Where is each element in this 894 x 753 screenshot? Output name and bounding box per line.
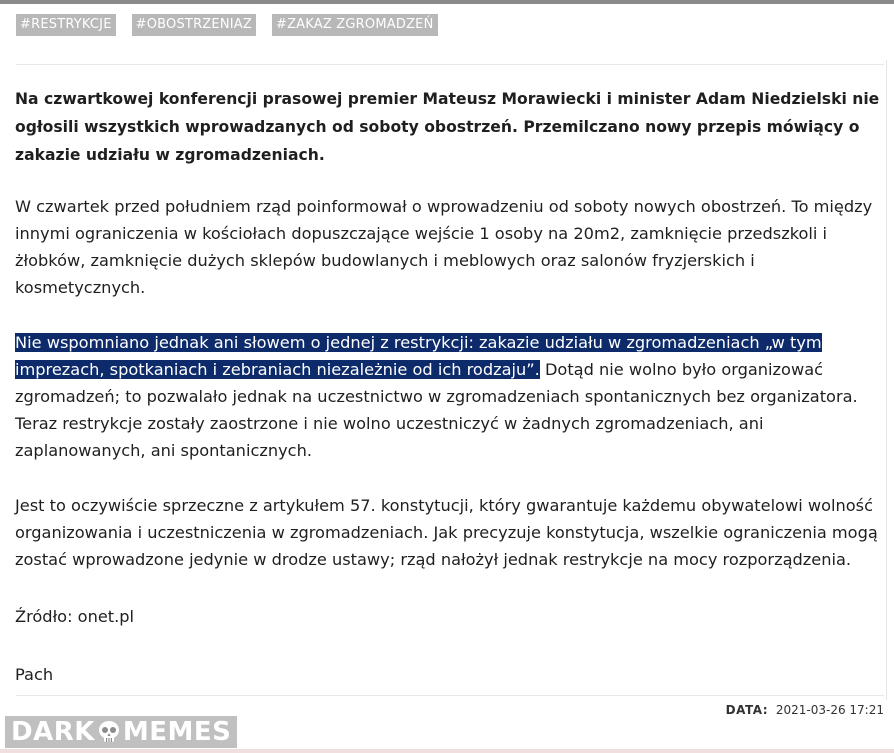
tag-restrykcje[interactable]: #RESTRYKCJE (16, 14, 116, 36)
tag-obostrzeniaz[interactable]: #OBOSTRZENIAZ (132, 14, 256, 36)
article-author: Pach (15, 665, 54, 684)
article-body (15, 85, 885, 688)
publish-date (726, 703, 884, 717)
right-border-line (886, 60, 887, 700)
tag-list (16, 14, 438, 36)
paragraph-2-rest: Dotąd nie wolno było organizować zgromadzeń; to pozwalało jednak na uczestnictwo w zgromadzeniach spontanicznych bez organizatora. Teraz restrykcje zostały zaostrzone i nie wolno uczestniczyć w żadnych zgromadzeniach, ani zaplanowanych, ani spontanicznych. (15, 360, 858, 460)
bottom-divider (16, 695, 884, 696)
skull-icon (96, 719, 122, 745)
tag-zakaz-zgromadzen[interactable]: #ZAKAZ ZGROMADZEŃ (272, 14, 438, 36)
article-paragraph-3: Jest to oczywiście sprzeczne z artykułem 57. konstytucji, który gwarantuje każdemu obywatelowi wolność organizowania i uczestniczenia w zgromadzeniach. Jak precyzuje konstytucja, wszelkie ograniczenia mogą zostać wprowadzone jedynie w drodze ustawy; rząd nałożył jednak restrykcje na mocy rozporządzenia. (15, 496, 878, 569)
selected-text[interactable]: Nie wspomniano jednak ani słowem o jednej z restrykcji: zakazie udziału w zgromadzeniach „w tym imprezach, spotkaniach i zebraniach niezależnie od ich rodzaju”. (15, 333, 822, 379)
bottom-border (0, 749, 894, 753)
date-label: DATA: (725, 703, 769, 717)
watermark-text-left: DARK (11, 717, 95, 747)
top-border (0, 0, 894, 4)
article-paragraph-1: W czwartek przed południem rząd poinformował o wprowadzeniu od soboty nowych obostrzeń. To między innymi ograniczenia w kościołach dopuszczające wejście 1 osoby na 20m2, zamknięcie przedszkoli i żłobków, zamknięcie dużych sklepów budowlanych i meblowych oraz salonów fryzjerskich i kosmetycznych. (15, 197, 873, 297)
watermark-logo (5, 716, 237, 748)
watermark-text-right: MEMES (122, 717, 232, 747)
article-lead: Na czwartkowej konferencji prasowej premier Mateusz Morawiecki i minister Adam Niedzielski nie ogłosili wszystkich wprowadzanych od soboty obostrzeń. Przemilczano nowy przepis mówiący o zakazie udziału w zgromadzeniach. (15, 90, 880, 164)
article-source: Źródło: onet.pl (15, 607, 135, 626)
date-value: 2021-03-26 17:21 (775, 703, 884, 717)
top-divider (16, 64, 884, 65)
article-paragraph-2 (15, 329, 885, 464)
